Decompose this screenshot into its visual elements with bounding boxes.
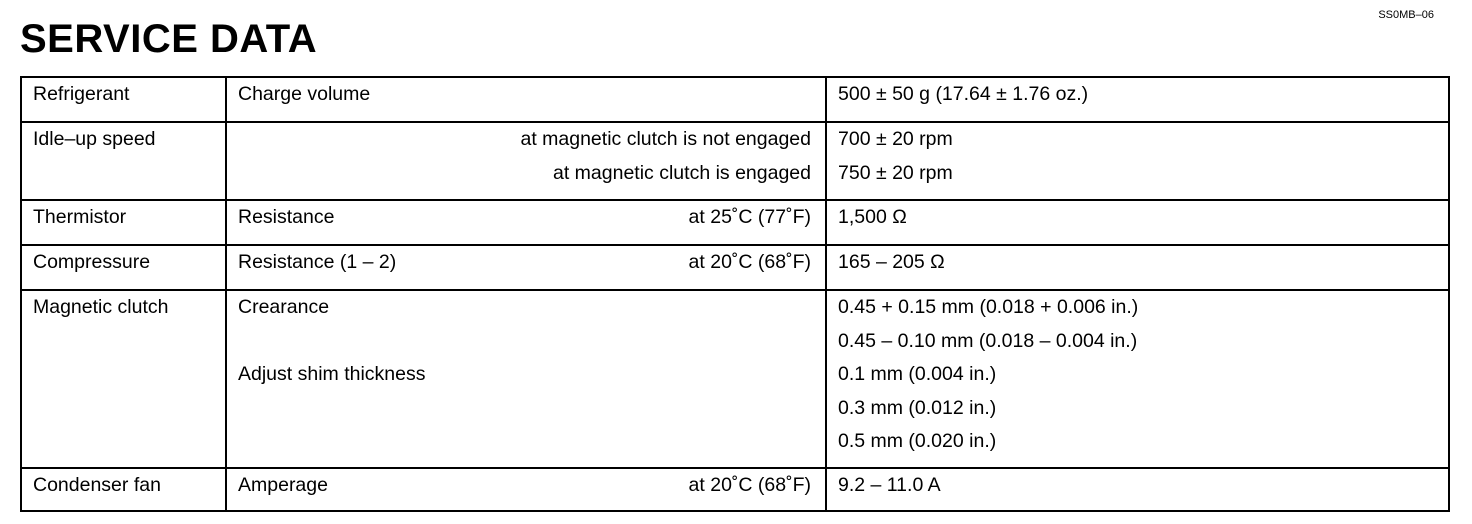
table-row-refrigerant <box>21 77 1449 122</box>
spec-value: 750 ± 20 rpm <box>838 161 953 184</box>
value-cell <box>826 468 1449 511</box>
table-row-thermistor <box>21 200 1449 245</box>
item-cell <box>21 77 226 122</box>
spec-value: 700 ± 20 rpm <box>838 128 953 150</box>
value-cell <box>826 200 1449 245</box>
description-label: Adjust shim thickness <box>238 363 426 385</box>
condition-label: at 20˚C (68˚F) <box>688 251 811 273</box>
table-row-magnetic-clutch <box>21 290 1449 468</box>
description-cell <box>226 245 826 290</box>
description-cell <box>226 77 826 122</box>
description-cell <box>226 468 826 511</box>
table-row-condenser-fan <box>21 468 1449 511</box>
table-row-compressure <box>21 245 1449 290</box>
spec-value: 0.45 + 0.15 mm (0.018 + 0.006 in.) <box>838 296 1139 318</box>
item-cell <box>21 200 226 245</box>
value-cell <box>826 245 1449 290</box>
spec-value: 1,500 Ω <box>838 206 907 228</box>
spec-value: 0.3 mm (0.012 in.) <box>838 396 997 419</box>
spec-value: 0.45 – 0.10 mm (0.018 – 0.004 in.) <box>838 329 1138 352</box>
description-label: Crearance <box>238 296 330 318</box>
description-spacer <box>227 325 825 359</box>
description-label: Resistance (1 – 2) <box>238 251 397 273</box>
spec-value: 0.5 mm (0.020 in.) <box>838 430 997 452</box>
spec-value: 165 – 205 Ω <box>838 251 945 273</box>
service-data-table <box>20 76 1450 512</box>
value-cell <box>826 122 1449 200</box>
description-label: Resistance <box>238 206 335 228</box>
value-cell <box>826 290 1449 468</box>
description-cell <box>226 122 826 200</box>
page-title: SERVICE DATA <box>20 17 318 61</box>
description-line <box>227 469 825 503</box>
document-code: SS0MB–06 <box>1378 9 1434 21</box>
item-cell <box>21 290 226 468</box>
item-label: Magnetic clutch <box>33 296 169 318</box>
spec-value: 9.2 – 11.0 A <box>838 474 941 496</box>
item-label: Thermistor <box>33 206 127 228</box>
item-label: Condenser fan <box>33 474 161 496</box>
item-label: Compressure <box>33 251 151 273</box>
spec-value: 500 ± 50 g (17.64 ± 1.76 oz.) <box>838 83 1089 105</box>
table-row-idle-up-speed <box>21 122 1449 200</box>
item-cell <box>21 245 226 290</box>
description-label: Charge volume <box>238 83 371 105</box>
description-line <box>227 246 825 280</box>
item-label: Idle–up speed <box>33 128 156 150</box>
condition-label: at 20˚C (68˚F) <box>688 474 811 496</box>
description-line <box>227 201 825 235</box>
description-label: Amperage <box>238 474 328 496</box>
item-label: Refrigerant <box>33 83 130 105</box>
description-cell <box>226 200 826 245</box>
condition-label: at magnetic clutch is not engaged <box>520 128 811 150</box>
item-cell <box>21 122 226 200</box>
value-cell <box>826 77 1449 122</box>
condition-label: at magnetic clutch is engaged <box>553 161 811 184</box>
description-cell <box>226 290 826 468</box>
condition-label: at 25˚C (77˚F) <box>688 206 811 228</box>
item-cell <box>21 468 226 511</box>
spec-value: 0.1 mm (0.004 in.) <box>838 363 997 385</box>
